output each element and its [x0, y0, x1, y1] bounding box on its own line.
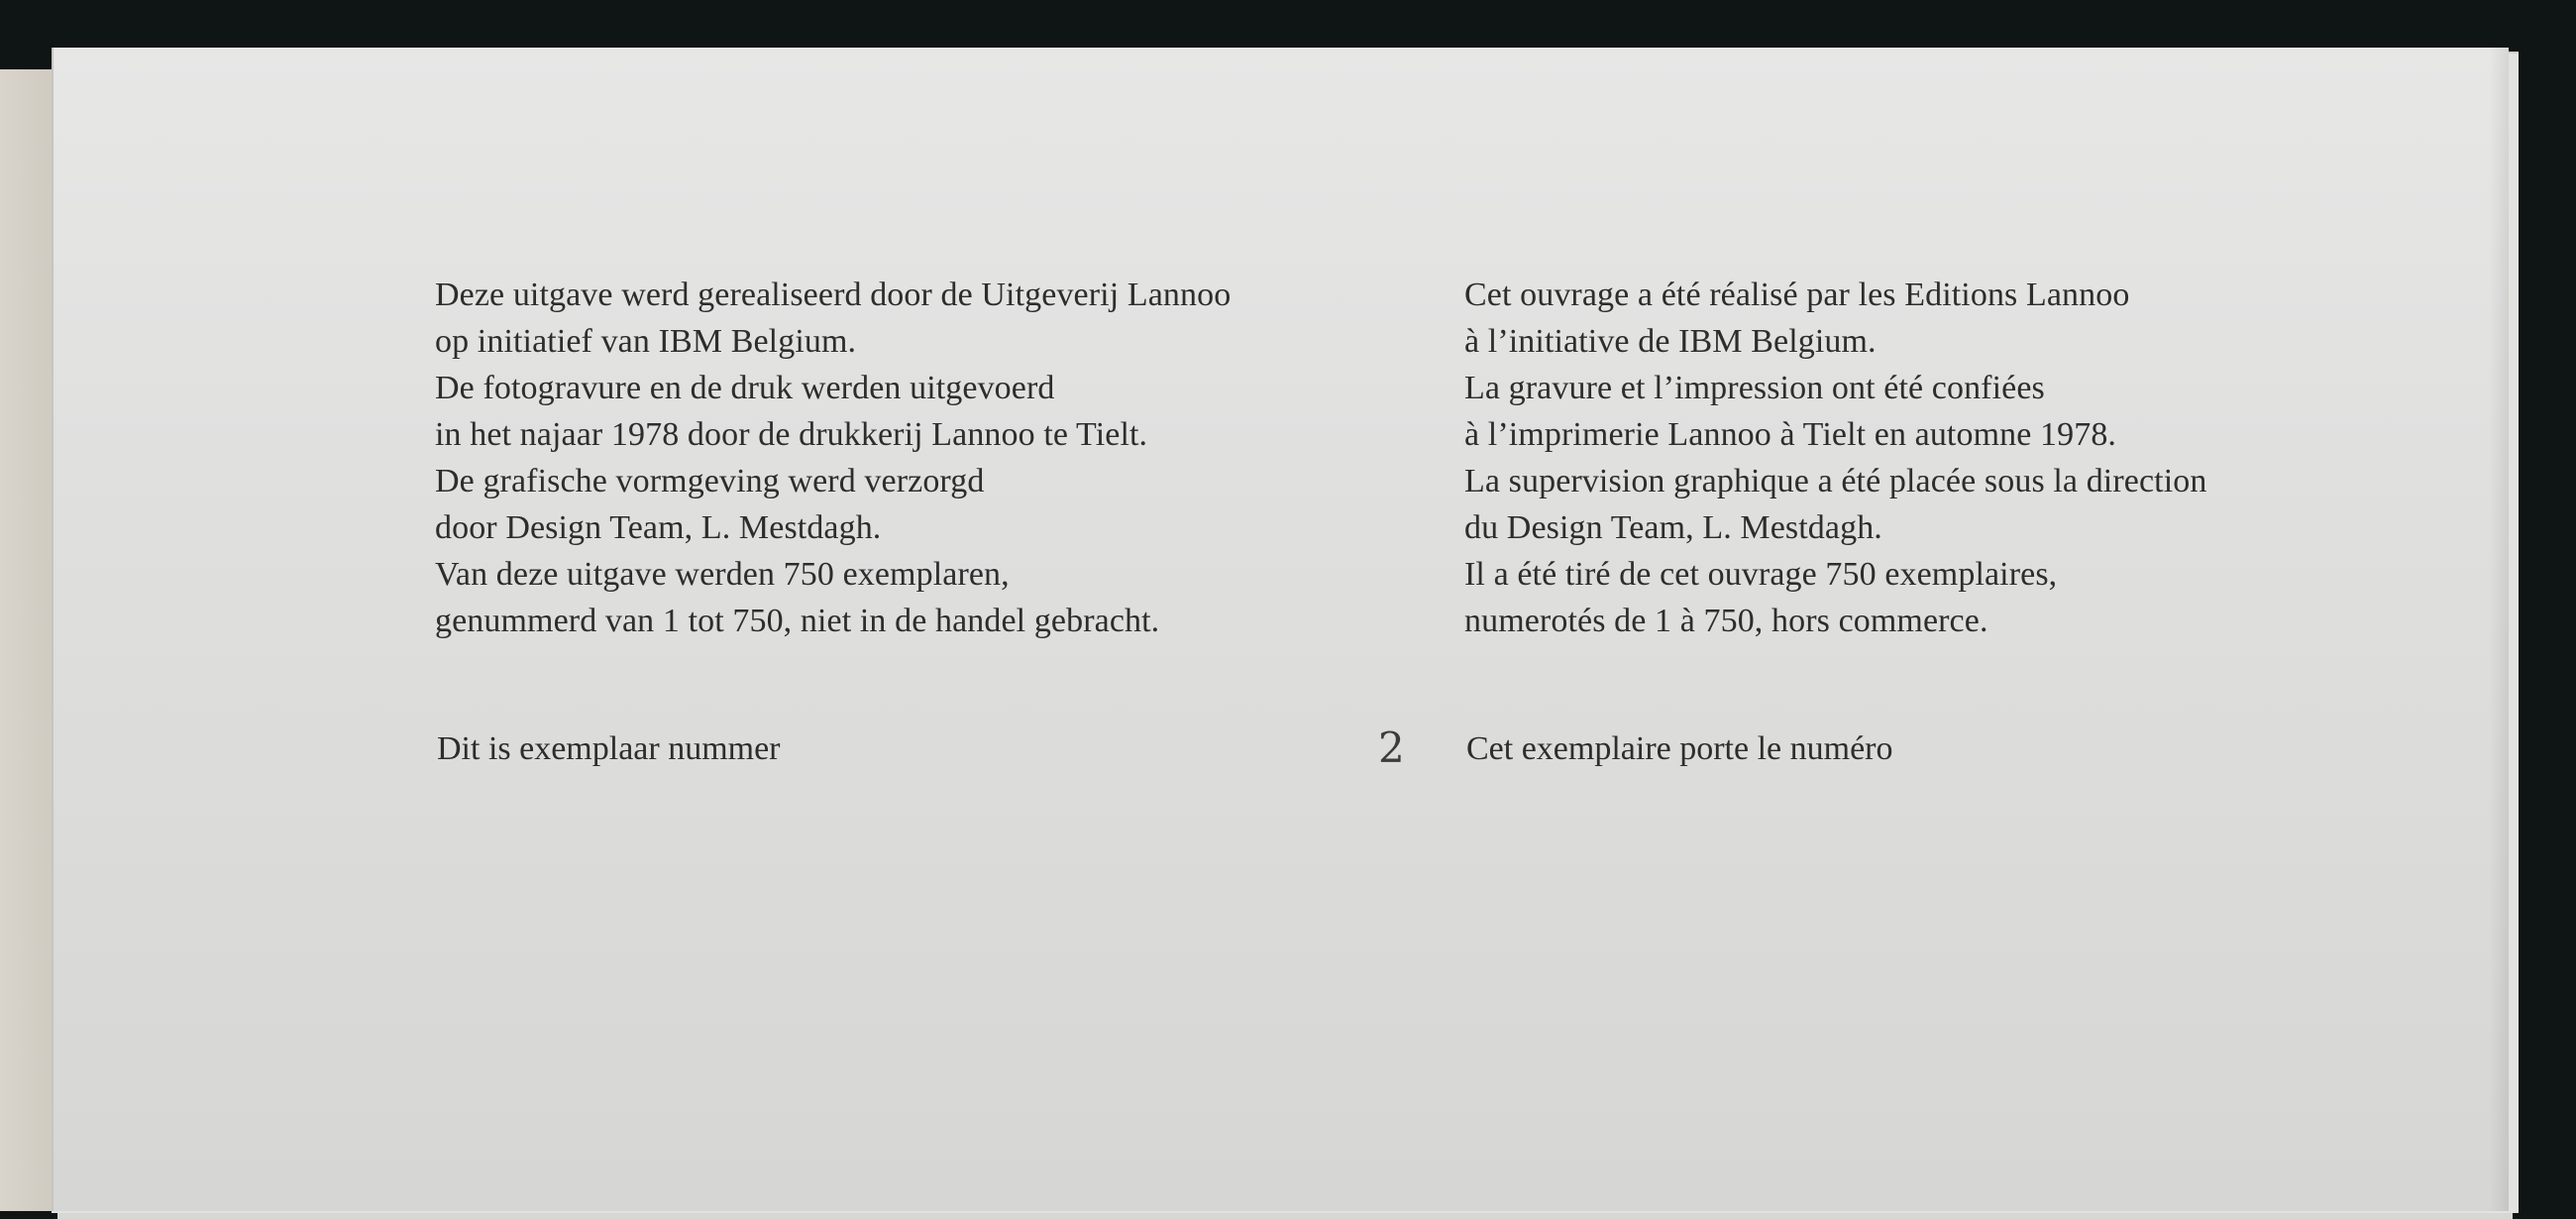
french-line: La gravure et l’impression ont été confiées — [1464, 370, 2045, 406]
dutch-line: Van deze uitgave werden 750 exemplaren, — [435, 556, 1010, 593]
dutch-line: door Design Team, L. Mestdagh. — [435, 509, 882, 546]
dutch-line: genummerd van 1 tot 750, niet in de handel gebracht. — [435, 603, 1160, 639]
dutch-line: Deze uitgave werd gerealiseerd door de Uitgeverij Lannoo — [435, 277, 1232, 313]
dutch-line: De grafische vormgeving werd verzorgd — [435, 463, 985, 499]
dutch-line: De fotogravure en de druk werden uitgevoerd — [435, 370, 1055, 406]
french-line: numerotés de 1 à 750, hors commerce. — [1464, 603, 1988, 639]
copy-number: 2 — [1378, 723, 1405, 772]
french-colophon — [1464, 272, 2206, 644]
french-line: La supervision graphique a été placée sous la direction — [1464, 463, 2207, 499]
dutch-copy-label: Dit is exemplaar nummer — [437, 730, 781, 767]
colophon-page — [54, 48, 2509, 1211]
dutch-line: op initiatief van IBM Belgium. — [435, 323, 857, 360]
dutch-line: in het najaar 1978 door de drukkerij Lannoo te Tielt. — [435, 416, 1148, 453]
french-copy-label: Cet exemplaire porte le numéro — [1466, 730, 1893, 767]
dutch-colophon — [435, 272, 1231, 644]
french-line: Cet ouvrage a été réalisé par les Editions Lannoo — [1464, 277, 2130, 313]
french-line: à l’initiative de IBM Belgium. — [1464, 323, 1877, 360]
french-line: Il a été tiré de cet ouvrage 750 exemplaires, — [1464, 556, 2058, 593]
french-line: du Design Team, L. Mestdagh. — [1464, 509, 1882, 546]
french-line: à l’imprimerie Lannoo à Tielt en automne 1978. — [1464, 416, 2117, 453]
